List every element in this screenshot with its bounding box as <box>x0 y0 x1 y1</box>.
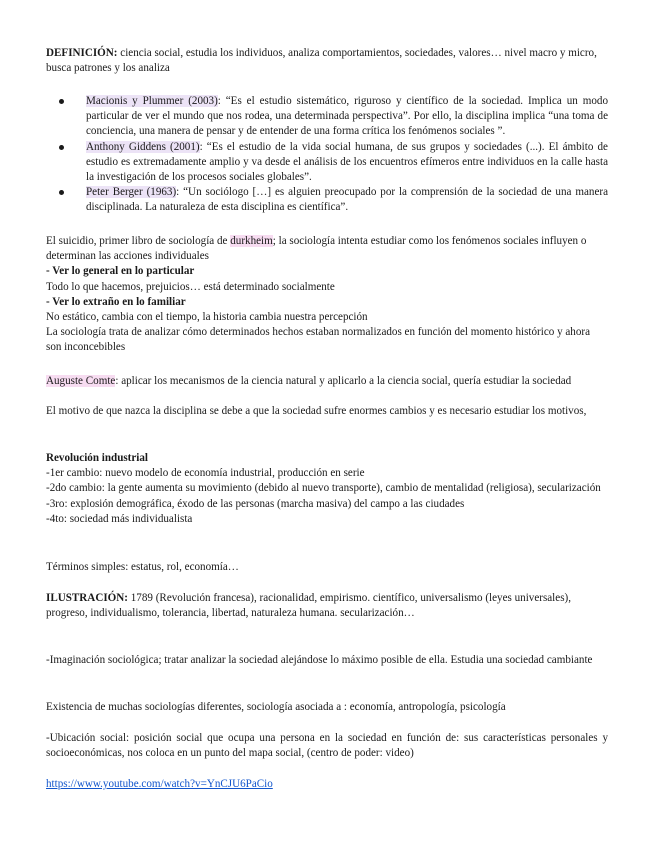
bullet-icon <box>59 99 64 104</box>
suicidio-section <box>46 234 608 356</box>
general-heading-text: - Ver lo general en lo particular <box>46 265 195 278</box>
revolucion-section <box>46 451 608 527</box>
ilustracion-text: 1789 (Revolución francesa), racionalidad, empirismo. científico, universalismo (leyes universales), progreso, individualismo, tolerancia, libertad, naturaleza humana. secularización… <box>46 592 571 620</box>
motivo-paragraph: El motivo de que nazca la disciplina se debe a que la sociedad sufre enormes cambios y es necesario estudiar los motivos, <box>46 405 587 417</box>
extrano-heading-text: - Ver lo extraño en lo familiar <box>46 295 186 308</box>
cita-text: : “Es el estudio de la vida social humana, de sus grupos y sociedades (...). El ámbito de estudio es extremadamente amplio y va desde el análisis de los encuentros efímeros entre individuos en la calle hasta la investigación de los procesos sociales globales”. <box>86 140 608 184</box>
suicidio-pre: El suicidio, primer libro de sociología de <box>46 235 231 247</box>
bullet-icon <box>59 190 64 195</box>
comte-paragraph <box>46 374 608 389</box>
bullet-icon <box>59 145 64 150</box>
ilustracion-label: ILUSTRACIÓN: <box>46 592 128 604</box>
revolucion-heading <box>46 451 608 466</box>
ubicacion-paragraph: -Ubicación social: posición social que ocupa una persona en la sociedad en función de: sus características personales y socioeconómicas, nos coloca en un punto del mapa social, (centro de poder: video) <box>46 732 608 760</box>
comte-text: : aplicar los mecanismos de la ciencia natural y aplicarlo a la ciencia social, quería estudiar la sociedad <box>115 375 572 387</box>
definicion-label: DEFINICIÓN: <box>46 47 118 59</box>
suicidio-paragraph <box>46 234 608 264</box>
definicion-text: ciencia social, estudia los individuos, analiza comportamientos, sociedades, valores… nivel macro y micro, busca patrones y los analiza <box>46 47 597 75</box>
revolucion-item: -3ro: explosión demográfica, éxodo de las personas (marcha masiva) del campo a las ciudades <box>46 497 465 510</box>
list-item <box>46 185 608 215</box>
list-item <box>46 140 608 186</box>
revolucion-item: -2do cambio: la gente aumenta su movimiento (debido al nuevo transporte), cambio de mentalidad (religiosa), secularización <box>46 482 601 495</box>
suicidio-post: ; la sociología intenta estudiar como los fenómenos sociales influyen o determinan las acciones individuales <box>46 235 587 263</box>
definicion-paragraph <box>46 46 608 76</box>
comte-highlight: Auguste Comte <box>46 375 116 387</box>
cita-author: Anthony Giddens (2001) <box>86 140 200 153</box>
extrano-heading <box>46 295 608 310</box>
list-item <box>46 94 608 140</box>
general-heading <box>46 264 608 279</box>
imaginacion-paragraph: -Imaginación sociológica; tratar analizar la sociedad alejándose lo máximo posible de ella. Estudia una sociedad cambiante <box>46 654 593 666</box>
revolucion-item: -4to: sociedad más individualista <box>46 512 193 525</box>
citas-list <box>46 94 608 216</box>
cita-author: Peter Berger (1963) <box>86 186 177 199</box>
general-text: Todo lo que hacemos, prejuicios… está determinado socialmente <box>46 280 335 293</box>
youtube-video-link[interactable]: https://www.youtube.com/watch?v=YnCJU6PaCio <box>46 778 273 790</box>
terminos-paragraph: Términos simples: estatus, rol, economía… <box>46 561 239 573</box>
cita-author: Macionis y Plummer (2003) <box>86 95 218 107</box>
existencia-paragraph: Existencia de muchas sociologías diferentes, sociología asociada a : economía, antropología, psicología <box>46 701 506 713</box>
durkheim-highlight: durkheim <box>230 235 273 247</box>
extrano-line-2: La sociología trata de analizar cómo determinados hechos estaban normalizados en función del momento histórico y ahora son inconcebibles <box>46 326 591 354</box>
extrano-line-1: No estático, cambia con el tiempo, la historia cambia nuestra percepción <box>46 311 368 324</box>
cita-text: : “Un sociólogo […] es alguien preocupado por la comprensión de la sociedad de una manera disciplinada. La naturaleza de esta disciplina es científica”. <box>86 186 608 214</box>
revolucion-item: -1er cambio: nuevo modelo de economía industrial, producción en serie <box>46 467 365 480</box>
revolucion-heading-text: Revolución industrial <box>46 452 149 464</box>
cita-text: : “Es el estudio sistemático, riguroso y científico de la sociedad. Implica un modo particular de ver el mundo que nos rodea, una determinada perspectiva”. Por ello, la disciplina implica “una toma de conciencia, una manera de pensar y de entender de una forma crítica los fenómenos sociales ”. <box>86 95 608 138</box>
ilustracion-paragraph <box>46 591 608 621</box>
